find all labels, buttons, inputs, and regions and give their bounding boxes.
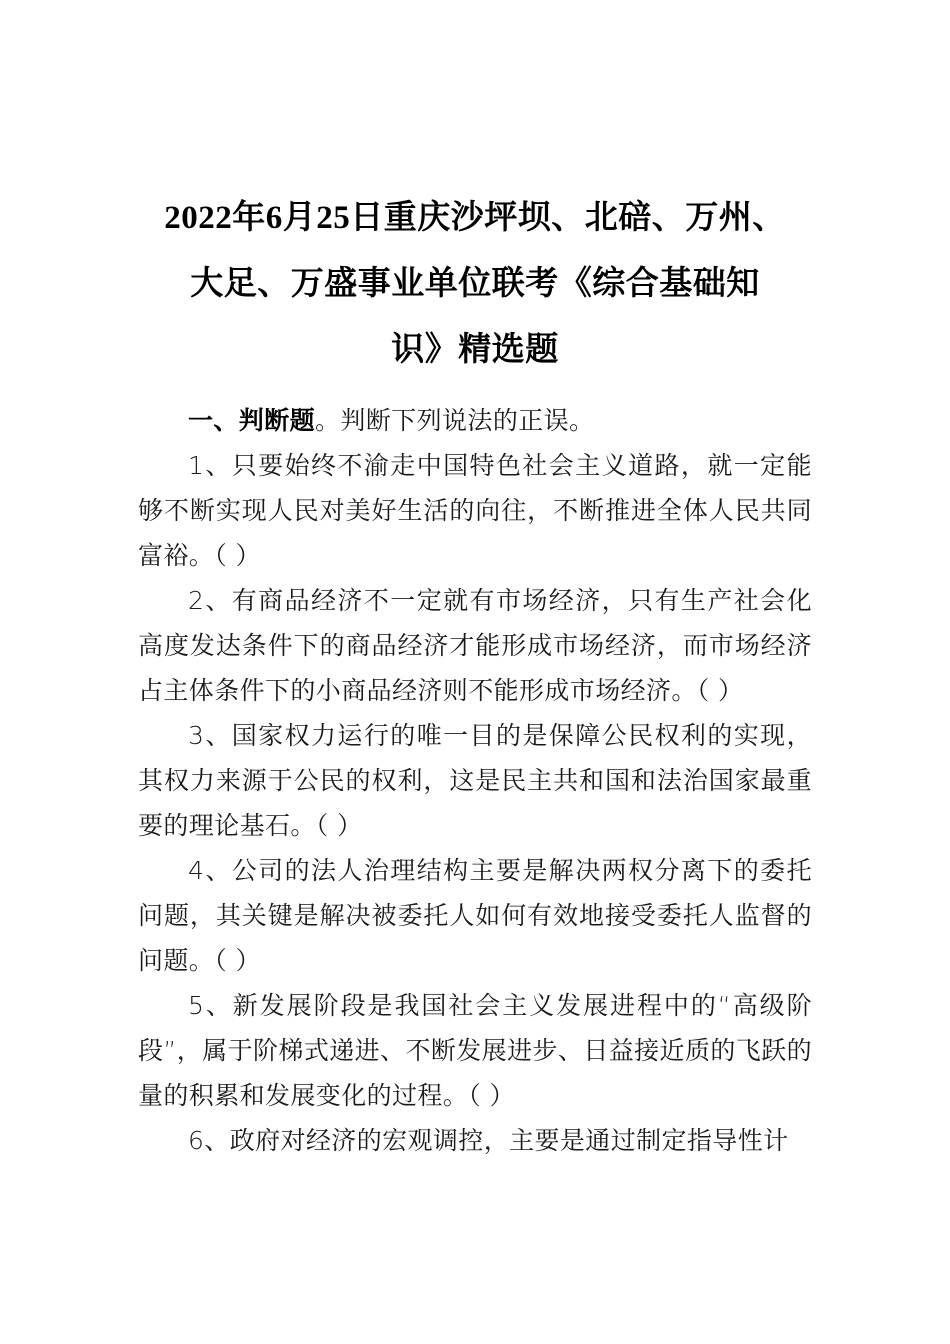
title-line-1: 2022年6月25日重庆沙坪坝、北碚、万州、 [164, 200, 786, 237]
question-item-5: 5、新发展阶段是我国社会主义发展进程中的“高级阶段”，属于阶梯式递进、不断发展进步、日益接近质的飞跃的量的积累和发展变化的过程。（ ） [138, 991, 812, 1110]
question-item-4: 4、公司的法人治理结构主要是解决两权分离下的委托问题，其关键是解决被委托人如何有效地接受委托人监督的问题。（ ） [138, 856, 812, 975]
question-item-1: 1、只要始终不渝走中国特色社会主义道路，就一定能够不断实现人民对美好生活的向往，不断推进全体人民共同富裕。（ ） [138, 451, 812, 570]
question-item-3: 3、国家权力运行的唯一目的是保障公民权利的实现，其权力来源于公民的权利，这是民主共和国和法治国家最重要的理论基石。（ ） [138, 721, 812, 840]
page-title [138, 185, 812, 383]
section-heading-lead: 一、判断题 [188, 406, 316, 435]
question-item-6: 6、政府对经济的宏观调控，主要是通过制定指导性计 [188, 1126, 789, 1155]
question-item-2: 2、有商品经济不一定就有市场经济，只有生产社会化高度发达条件下的商品经济才能形成市场经济，而市场经济占主体条件下的小商品经济则不能形成市场经济。（ ） [138, 586, 812, 705]
section-heading-judgement [138, 398, 812, 443]
document-body [138, 398, 812, 1163]
title-line-2: 大足、万盛事业单位联考《综合基础知 [190, 266, 760, 303]
title-line-3: 识》精选题 [391, 332, 559, 369]
section-heading-rest: 。判断下列说法的正误。 [315, 406, 595, 435]
